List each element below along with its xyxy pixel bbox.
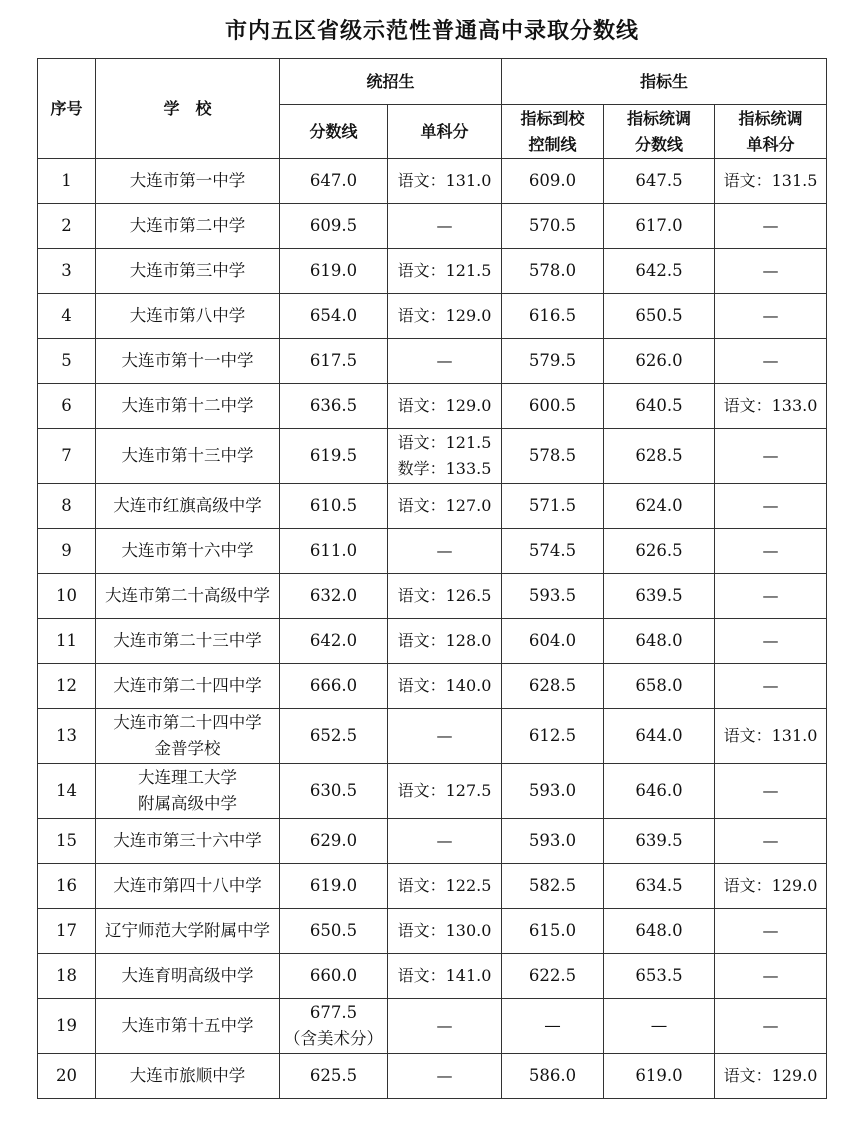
cell-quota-adjust-single: — bbox=[715, 999, 827, 1054]
cell-seq: 9 bbox=[38, 529, 96, 574]
cell-single-subject: 语文：121.5 bbox=[388, 249, 502, 294]
cell-quota-control: 600.5 bbox=[502, 384, 604, 429]
cell-quota-control: 612.5 bbox=[502, 709, 604, 764]
cell-school: 辽宁师范大学附属中学 bbox=[96, 909, 280, 954]
cell-seq: 14 bbox=[38, 764, 96, 819]
table-row bbox=[38, 249, 827, 294]
cell-school: 大连市第三中学 bbox=[96, 249, 280, 294]
cell-quota-adjust-single: 语文：133.0 bbox=[715, 384, 827, 429]
cell-score: 619.0 bbox=[280, 249, 388, 294]
cell-quota-adjust-single: 语文：131.0 bbox=[715, 709, 827, 764]
cell-quota-adjust-single: — bbox=[715, 339, 827, 384]
header-quota-adjust-line: 指标统调 分数线 bbox=[604, 105, 715, 159]
cell-seq: 10 bbox=[38, 574, 96, 619]
table-row bbox=[38, 204, 827, 249]
table-row bbox=[38, 819, 827, 864]
cell-seq: 5 bbox=[38, 339, 96, 384]
cell-quota-adjust-line: 646.0 bbox=[604, 764, 715, 819]
cell-quota-control: 570.5 bbox=[502, 204, 604, 249]
cell-seq: 17 bbox=[38, 909, 96, 954]
cell-quota-adjust-single: 语文：129.0 bbox=[715, 1054, 827, 1099]
cell-quota-adjust-line: — bbox=[604, 999, 715, 1054]
cell-seq: 18 bbox=[38, 954, 96, 999]
cell-quota-adjust-single: — bbox=[715, 764, 827, 819]
cell-quota-adjust-single: 语文：131.5 bbox=[715, 159, 827, 204]
cell-school: 大连市第四十八中学 bbox=[96, 864, 280, 909]
cell-single-subject: — bbox=[388, 1054, 502, 1099]
table-row bbox=[38, 339, 827, 384]
cell-score: 642.0 bbox=[280, 619, 388, 664]
cell-quota-adjust-line: 639.5 bbox=[604, 819, 715, 864]
cell-seq: 15 bbox=[38, 819, 96, 864]
table-row bbox=[38, 384, 827, 429]
cell-single-subject: 语文：126.5 bbox=[388, 574, 502, 619]
cell-score: 609.5 bbox=[280, 204, 388, 249]
cell-quota-adjust-single: — bbox=[715, 294, 827, 339]
cell-single-subject: — bbox=[388, 999, 502, 1054]
table-row bbox=[38, 709, 827, 764]
cell-school: 大连市红旗高级中学 bbox=[96, 484, 280, 529]
cell-single-subject: 语文：129.0 bbox=[388, 384, 502, 429]
cell-quota-control: 628.5 bbox=[502, 664, 604, 709]
cell-quota-adjust-line: 628.5 bbox=[604, 429, 715, 484]
cell-quota-control: 571.5 bbox=[502, 484, 604, 529]
cell-quota-adjust-line: 639.5 bbox=[604, 574, 715, 619]
cell-quota-adjust-line: 617.0 bbox=[604, 204, 715, 249]
header-seq: 序号 bbox=[38, 59, 96, 159]
cell-seq: 2 bbox=[38, 204, 96, 249]
cell-seq: 20 bbox=[38, 1054, 96, 1099]
cell-score: 636.5 bbox=[280, 384, 388, 429]
table-row bbox=[38, 429, 827, 484]
header-quota-adjust-single: 指标统调 单科分 bbox=[715, 105, 827, 159]
cell-school: 大连市第八中学 bbox=[96, 294, 280, 339]
cell-school: 大连市第十六中学 bbox=[96, 529, 280, 574]
cell-seq: 11 bbox=[38, 619, 96, 664]
cell-single-subject: 语文：129.0 bbox=[388, 294, 502, 339]
cell-quota-adjust-single: — bbox=[715, 484, 827, 529]
cell-quota-control: 615.0 bbox=[502, 909, 604, 954]
cell-single-subject: 语文：131.0 bbox=[388, 159, 502, 204]
cell-school: 大连市第十三中学 bbox=[96, 429, 280, 484]
cell-seq: 13 bbox=[38, 709, 96, 764]
table-row bbox=[38, 999, 827, 1054]
cell-quota-adjust-line: 626.0 bbox=[604, 339, 715, 384]
cell-quota-adjust-single: — bbox=[715, 954, 827, 999]
table-row bbox=[38, 484, 827, 529]
table-row bbox=[38, 529, 827, 574]
header-unified: 统招生 bbox=[280, 59, 502, 105]
cell-quota-adjust-single: — bbox=[715, 619, 827, 664]
cell-quota-control: 604.0 bbox=[502, 619, 604, 664]
cell-score: 647.0 bbox=[280, 159, 388, 204]
cell-quota-control: 622.5 bbox=[502, 954, 604, 999]
table-row bbox=[38, 954, 827, 999]
cell-score: 652.5 bbox=[280, 709, 388, 764]
cell-score: 632.0 bbox=[280, 574, 388, 619]
cell-score: 610.5 bbox=[280, 484, 388, 529]
cell-single-subject: 语文：130.0 bbox=[388, 909, 502, 954]
cell-single-subject: 语文：122.5 bbox=[388, 864, 502, 909]
cell-quota-adjust-single: — bbox=[715, 574, 827, 619]
cell-single-subject: — bbox=[388, 204, 502, 249]
cell-school: 大连市第二十四中学 金普学校 bbox=[96, 709, 280, 764]
cell-single-subject: — bbox=[388, 529, 502, 574]
cell-school: 大连市第三十六中学 bbox=[96, 819, 280, 864]
cell-score: 630.5 bbox=[280, 764, 388, 819]
cell-school: 大连市第十一中学 bbox=[96, 339, 280, 384]
cell-quota-adjust-single: — bbox=[715, 204, 827, 249]
cell-single-subject: 语文：141.0 bbox=[388, 954, 502, 999]
table-row bbox=[38, 664, 827, 709]
header-score-line: 分数线 bbox=[280, 105, 388, 159]
cell-quota-control: 578.0 bbox=[502, 249, 604, 294]
cell-quota-control: 616.5 bbox=[502, 294, 604, 339]
cell-seq: 3 bbox=[38, 249, 96, 294]
cell-score: 625.5 bbox=[280, 1054, 388, 1099]
cell-seq: 4 bbox=[38, 294, 96, 339]
cell-quota-control: 609.0 bbox=[502, 159, 604, 204]
cell-single-subject: — bbox=[388, 709, 502, 764]
cell-quota-adjust-line: 640.5 bbox=[604, 384, 715, 429]
header-school: 学 校 bbox=[96, 59, 280, 159]
cell-quota-adjust-line: 624.0 bbox=[604, 484, 715, 529]
cell-score: 629.0 bbox=[280, 819, 388, 864]
cell-single-subject: 语文：128.0 bbox=[388, 619, 502, 664]
cell-school: 大连理工大学 附属高级中学 bbox=[96, 764, 280, 819]
cell-quota-control: 593.0 bbox=[502, 819, 604, 864]
cell-quota-adjust-single: 语文：129.0 bbox=[715, 864, 827, 909]
cell-score: 666.0 bbox=[280, 664, 388, 709]
table-row bbox=[38, 574, 827, 619]
cell-quota-adjust-line: 619.0 bbox=[604, 1054, 715, 1099]
cell-score: 660.0 bbox=[280, 954, 388, 999]
cell-school: 大连市旅顺中学 bbox=[96, 1054, 280, 1099]
table-row bbox=[38, 909, 827, 954]
cell-quota-control: — bbox=[502, 999, 604, 1054]
cell-quota-adjust-single: — bbox=[715, 819, 827, 864]
cell-score: 654.0 bbox=[280, 294, 388, 339]
cell-quota-adjust-single: — bbox=[715, 249, 827, 294]
cell-single-subject: — bbox=[388, 819, 502, 864]
cell-seq: 12 bbox=[38, 664, 96, 709]
cell-score: 677.5 （含美术分） bbox=[280, 999, 388, 1054]
table-row bbox=[38, 294, 827, 339]
cell-school: 大连市第十二中学 bbox=[96, 384, 280, 429]
cell-quota-adjust-line: 642.5 bbox=[604, 249, 715, 294]
cell-quota-adjust-line: 648.0 bbox=[604, 619, 715, 664]
cell-quota-adjust-single: — bbox=[715, 664, 827, 709]
cell-quota-adjust-line: 648.0 bbox=[604, 909, 715, 954]
cell-seq: 16 bbox=[38, 864, 96, 909]
cell-quota-adjust-single: — bbox=[715, 529, 827, 574]
cell-quota-adjust-line: 626.5 bbox=[604, 529, 715, 574]
cell-quota-adjust-single: — bbox=[715, 909, 827, 954]
cell-school: 大连市第二十高级中学 bbox=[96, 574, 280, 619]
cell-quota-control: 578.5 bbox=[502, 429, 604, 484]
cell-quota-adjust-single: — bbox=[715, 429, 827, 484]
cell-score: 650.5 bbox=[280, 909, 388, 954]
header-quota: 指标生 bbox=[502, 59, 827, 105]
cell-single-subject: 语文：127.0 bbox=[388, 484, 502, 529]
cell-seq: 19 bbox=[38, 999, 96, 1054]
cell-single-subject: 语文：121.5 数学：133.5 bbox=[388, 429, 502, 484]
cell-school: 大连市第二中学 bbox=[96, 204, 280, 249]
cell-quota-control: 579.5 bbox=[502, 339, 604, 384]
cell-quota-adjust-line: 634.5 bbox=[604, 864, 715, 909]
cell-score: 611.0 bbox=[280, 529, 388, 574]
header-quota-control: 指标到校 控制线 bbox=[502, 105, 604, 159]
cell-score: 619.5 bbox=[280, 429, 388, 484]
cell-seq: 8 bbox=[38, 484, 96, 529]
table-row bbox=[38, 764, 827, 819]
cell-quota-adjust-line: 653.5 bbox=[604, 954, 715, 999]
table-body bbox=[38, 159, 827, 1099]
cell-single-subject: — bbox=[388, 339, 502, 384]
cell-quota-control: 574.5 bbox=[502, 529, 604, 574]
cell-single-subject: 语文：127.5 bbox=[388, 764, 502, 819]
cell-score: 619.0 bbox=[280, 864, 388, 909]
cell-quota-adjust-line: 647.5 bbox=[604, 159, 715, 204]
table-row bbox=[38, 864, 827, 909]
score-table bbox=[37, 58, 827, 1099]
table-row bbox=[38, 619, 827, 664]
cell-school: 大连市第二十四中学 bbox=[96, 664, 280, 709]
cell-quota-adjust-line: 650.5 bbox=[604, 294, 715, 339]
cell-quota-adjust-line: 644.0 bbox=[604, 709, 715, 764]
cell-quota-control: 593.0 bbox=[502, 764, 604, 819]
cell-score: 617.5 bbox=[280, 339, 388, 384]
cell-seq: 6 bbox=[38, 384, 96, 429]
cell-quota-control: 582.5 bbox=[502, 864, 604, 909]
header-single-subject: 单科分 bbox=[388, 105, 502, 159]
cell-school: 大连育明高级中学 bbox=[96, 954, 280, 999]
cell-school: 大连市第十五中学 bbox=[96, 999, 280, 1054]
cell-quota-adjust-line: 658.0 bbox=[604, 664, 715, 709]
cell-quota-control: 593.5 bbox=[502, 574, 604, 619]
cell-seq: 7 bbox=[38, 429, 96, 484]
cell-seq: 1 bbox=[38, 159, 96, 204]
table-row bbox=[38, 1054, 827, 1099]
cell-single-subject: 语文：140.0 bbox=[388, 664, 502, 709]
cell-quota-control: 586.0 bbox=[502, 1054, 604, 1099]
table-row bbox=[38, 159, 827, 204]
document-title: 市内五区省级示范性普通高中录取分数线 bbox=[224, 18, 639, 44]
cell-school: 大连市第二十三中学 bbox=[96, 619, 280, 664]
cell-school: 大连市第一中学 bbox=[96, 159, 280, 204]
